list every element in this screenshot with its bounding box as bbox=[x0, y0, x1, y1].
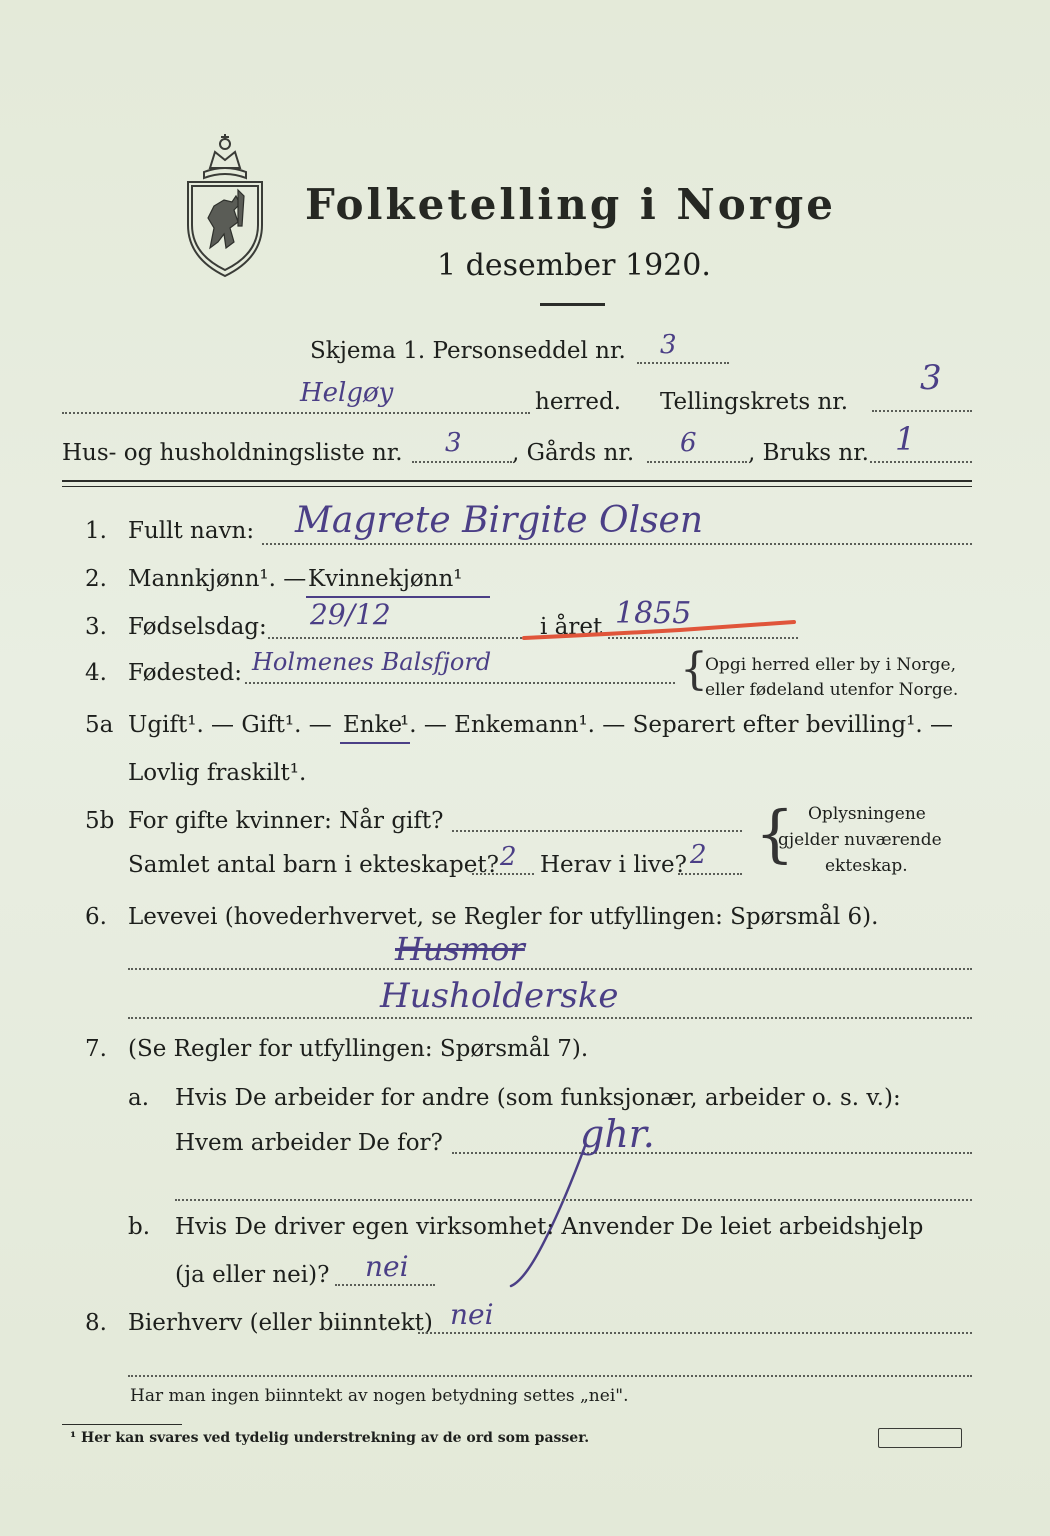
q6-field-line1[interactable] bbox=[128, 968, 972, 970]
q4-number: 4. bbox=[85, 660, 107, 686]
red-pencil-mark bbox=[520, 616, 800, 646]
bruks-field[interactable] bbox=[870, 461, 972, 463]
q6-number: 6. bbox=[85, 904, 107, 930]
q6-field-line2[interactable] bbox=[128, 1017, 972, 1019]
q7b-question: (ja eller nei)? bbox=[175, 1262, 330, 1288]
skjema-value: 3 bbox=[660, 330, 677, 360]
q7b-field[interactable] bbox=[335, 1284, 435, 1286]
herred-value: Helgøy bbox=[300, 378, 394, 408]
q7a-employer-label: Hvem arbeider De for? bbox=[175, 1130, 443, 1156]
q5b-children-label: Samlet antal barn i ekteskapet? bbox=[128, 852, 499, 878]
q5a-option-ugift-gift: Ugift¹. — Gift¹. — bbox=[128, 712, 332, 738]
q6-value-struck: Husmor bbox=[395, 930, 525, 968]
q5b-brace: { bbox=[755, 797, 795, 870]
bruks-value: 1 bbox=[895, 420, 916, 458]
q5a-number: 5a bbox=[85, 712, 114, 738]
q7a-number: a. bbox=[128, 1085, 150, 1111]
coat-of-arms-icon bbox=[180, 130, 270, 280]
q7-label: (Se Regler for utfyllingen: Spørsmål 7). bbox=[128, 1036, 589, 1062]
q5a-option-enke: Enke bbox=[343, 712, 403, 738]
printer-stamp bbox=[878, 1428, 962, 1448]
q7a-employer-value: ghr. bbox=[580, 1112, 655, 1156]
q6-label: Levevei (hovederhvervet, se Regler for utfyllingen: Spørsmål 6). bbox=[128, 904, 879, 930]
hus-label: Hus- og husholdningsliste nr. bbox=[62, 440, 403, 466]
form-title: Folketelling i Norge bbox=[305, 180, 837, 229]
q5a-enke-underline bbox=[340, 742, 410, 744]
gards-field[interactable] bbox=[647, 461, 747, 463]
footnote: ¹ Her kan svares ved tydelig understrekning av de ord som passer. bbox=[70, 1430, 590, 1446]
herred-field[interactable] bbox=[62, 412, 530, 414]
q3-year-value: 1855 bbox=[615, 596, 692, 631]
tellingskrets-field[interactable] bbox=[872, 410, 972, 412]
header-rule-bottom bbox=[62, 486, 972, 487]
q8-number: 8. bbox=[85, 1310, 107, 1336]
q4-field[interactable] bbox=[245, 682, 675, 684]
q5b-children-value: 2 bbox=[500, 842, 517, 872]
q5a-options-rest: ¹. — Enkemann¹. — Separert efter bevilling¹. — bbox=[400, 712, 953, 738]
q7b-value: nei bbox=[365, 1250, 409, 1283]
q7b-label: Hvis De driver egen virksomhet: Anvender De leiet arbeidshjelp bbox=[175, 1214, 924, 1240]
form-date: 1 desember 1920. bbox=[437, 248, 711, 283]
q5b-note-line1: Oplysningene bbox=[808, 804, 926, 824]
q5b-note-line2: gjelder nuværende bbox=[778, 830, 942, 850]
q3-number: 3. bbox=[85, 614, 107, 640]
footer-note: Har man ingen biinntekt av nogen betydning settes „nei". bbox=[130, 1386, 629, 1406]
q7b-number: b. bbox=[128, 1214, 151, 1240]
tellingskrets-label: Tellingskrets nr. bbox=[660, 389, 849, 415]
q8-value: nei bbox=[450, 1298, 494, 1331]
q7a-label: Hvis De arbeider for andre (som funksjonær, arbeider o. s. v.): bbox=[175, 1085, 901, 1111]
hus-value: 3 bbox=[445, 428, 462, 458]
q4-brace: { bbox=[680, 644, 708, 695]
herred-label: herred. bbox=[535, 389, 622, 415]
q5b-number: 5b bbox=[85, 808, 115, 834]
q8-field[interactable] bbox=[418, 1332, 972, 1334]
q6-value: Husholderske bbox=[380, 976, 619, 1016]
q5b-married-field[interactable] bbox=[452, 830, 742, 832]
q4-label: Fødested: bbox=[128, 660, 243, 686]
q2-option-male: Mannkjønn¹. — bbox=[128, 566, 307, 592]
header-rule-top bbox=[62, 480, 972, 482]
q2-number: 2. bbox=[85, 566, 107, 592]
hus-field[interactable] bbox=[412, 461, 512, 463]
q5a-option-fraskilt: Lovlig fraskilt¹. bbox=[128, 760, 307, 786]
q5b-children-field[interactable] bbox=[472, 873, 534, 875]
q5b-alive-value: 2 bbox=[690, 840, 707, 870]
q4-note-line2: eller fødeland utenfor Norge. bbox=[705, 680, 959, 700]
q8-label: Bierhverv (eller biinntekt) bbox=[128, 1310, 433, 1336]
q4-note-line1: Opgi herred eller by i Norge, bbox=[705, 655, 956, 675]
q7a-employer-field-line2[interactable] bbox=[175, 1199, 972, 1201]
q3-day-value: 29/12 bbox=[310, 598, 391, 631]
q1-value: Magrete Birgite Olsen bbox=[295, 500, 704, 541]
q3-day-field[interactable] bbox=[268, 637, 530, 639]
skjema-field[interactable] bbox=[637, 362, 729, 364]
q1-label: Fullt navn: bbox=[128, 518, 255, 544]
q5b-label: For gifte kvinner: Når gift? bbox=[128, 808, 444, 834]
q1-number: 1. bbox=[85, 518, 107, 544]
q5b-note-line3: ekteskap. bbox=[825, 856, 908, 876]
q1-field[interactable] bbox=[262, 543, 972, 545]
q7-number: 7. bbox=[85, 1036, 107, 1062]
q3-year-label: i året bbox=[540, 614, 603, 640]
q3-label: Fødselsdag: bbox=[128, 614, 267, 640]
q2-option-female: Kvinnekjønn¹ bbox=[308, 566, 463, 592]
title-divider bbox=[540, 303, 605, 306]
gards-label: , Gårds nr. bbox=[512, 440, 635, 466]
tellingskrets-value: 3 bbox=[920, 358, 942, 398]
footnote-rule bbox=[62, 1424, 182, 1425]
q5b-alive-label: Herav i live? bbox=[540, 852, 687, 878]
q5b-alive-field[interactable] bbox=[678, 873, 742, 875]
q4-value: Holmenes Balsfjord bbox=[252, 648, 492, 676]
skjema-label: Skjema 1. Personseddel nr. bbox=[310, 338, 626, 364]
q8-field-line2[interactable] bbox=[128, 1375, 972, 1377]
gards-value: 6 bbox=[680, 428, 697, 458]
bruks-label: , Bruks nr. bbox=[748, 440, 869, 466]
